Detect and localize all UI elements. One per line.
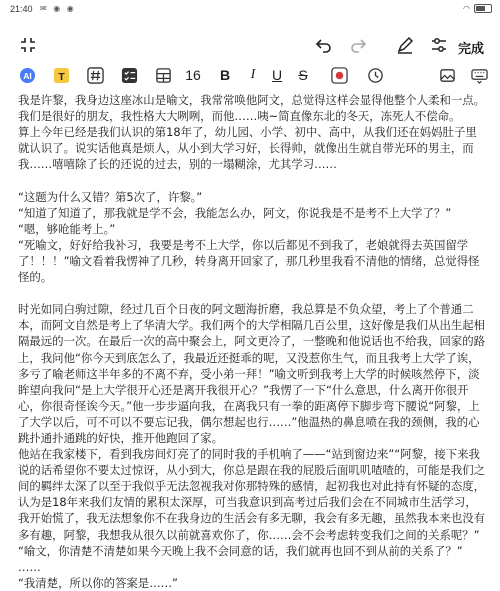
table-icon[interactable] [152, 64, 174, 86]
redo-icon[interactable] [346, 34, 370, 56]
status-time: 21:40 [10, 4, 33, 14]
ai-icon[interactable] [16, 64, 38, 86]
svg-text:AI: AI [22, 70, 32, 81]
paragraph: “我清楚，所以你的答案是……” [18, 575, 178, 590]
battery-icon [474, 4, 492, 13]
settings-icon[interactable] [427, 34, 451, 56]
status-right [463, 4, 492, 13]
document-body[interactable] [18, 92, 488, 591]
paragraph: 他站在我家楼下，看到我房间灯亮了的同时我的手机响了——“站到窗边来”“阿黎，接下来我说的话希望你不要太过惊讶，从小到大，你总是跟在我的屁股后面叽叽喳喳的，可能是我们之间的羁绊太深了以至于我似乎无法忽视我对你那特殊的感情，起初我也对此持有怀疑的态度，认为是18年来我们友情的累积太深厚，可当我意识到高考过后我们会在不同城市生活学习，我开始慌了，我无法想象你不在我身边的生活会有多无聊，我会有多无趣，虽然我本来也没有多有趣，阿黎，我想我从很久以前就喜欢你了，你……会不会考虑转变我们之间的关系呢？” [18, 447, 486, 542]
notification-icons: ✉ ◉ ◉ [40, 4, 76, 13]
underline-icon[interactable]: U [271, 67, 283, 83]
keyboard-hide-icon[interactable] [468, 64, 490, 86]
svg-text:T: T [57, 71, 65, 83]
text-style-icon[interactable] [50, 64, 72, 86]
paragraph: “知道了知道了，那我就是学不会，我能怎么办，阿文，你说我是不是考不上大学了？” [18, 205, 452, 220]
paragraph: “死喻文，好好给我补习，我要是考不上大学，你以后都见不到我了，老娘就得去英国留学了！！！”喻文看着我愣神了几秒，转身离开回家了，那几秒里我看不清他的情绪，总觉得怪怪的。 [18, 237, 480, 285]
paragraph: 我是许黎，我身边这座冰山是喻文，我常常唤他阿文，总觉得这样会显得他整个人柔和一点。我们是很好的朋友，我性格大大咧咧，而他……咦~简直像东北的冬天，冻死人不偿命。 [18, 93, 486, 124]
paragraph: “喻文，你清楚不清楚如果今天晚上我不会同意的话，我们就再也回不到从前的关系了？” [18, 543, 463, 558]
paragraph: 时光如同白驹过隙，经过几百个日夜的阿文题海折磨，我总算是不负众望，考上了个普通二本，而阿文自然是考上了华清大学。我们两个的大学相隔几百公里，这好像是我们从出生起相隔最远的一次。在最后一次的高中聚会上，阿文更冷了，一整晚和他说话也不给我，回家的路上，我问他“你今天到底怎么了，我最近还挺乖的呢，又没惹你生气，而且我考上大学了诶，多亏了喻老师这半年多的不离不弃，受小弟一拜！”喻文听到我考上大学的时候咳然停下，淡眸望向我问“是上大学很开心还是离开我很开心？”我愣了一下“什么意思，什么离开你很开心，你很奇怪诶今天。”他一步步逼向我，在离我只有一拳的距离停下脚步弯下腰说“阿黎，上了大学以后，可不可以不要忘记我，偶尔想起也行……”他温热的鼻息喷在我的颈侧，我的心跳扑通扑通跳的好快，推开他跑回了家。 [18, 302, 486, 445]
italic-icon[interactable]: I [250, 67, 256, 82]
checklist-icon[interactable] [118, 64, 140, 86]
strikethrough-icon[interactable]: S [298, 67, 308, 83]
blank-line [18, 285, 488, 301]
paragraph: …… [18, 559, 41, 574]
clock-icon[interactable] [364, 64, 386, 86]
font-size-value[interactable]: 16 [185, 67, 201, 83]
color-icon[interactable] [328, 64, 350, 86]
top-toolbar [0, 30, 500, 60]
paragraph: “嗯，够呛能考上。” [18, 221, 116, 236]
format-toolbar [0, 62, 500, 88]
bold-icon[interactable]: B [219, 67, 231, 83]
blank-line [18, 172, 488, 188]
done-button[interactable]: 完成 [457, 42, 484, 57]
status-bar [0, 0, 500, 20]
wifi-icon: ◠ [463, 4, 470, 13]
hashtag-icon[interactable] [84, 64, 106, 86]
paragraph: 算上今年已经是我们认识的第18年了，幼儿园、小学、初中、高中，从我们还在妈妈肚子里就认识了。说实话他真是烦人，从小到大学习好，长得帅，就像出生就自带光环的男主，而我……嘻嘻除了长的还说的过去，别的一塌糊涂，尤其学习…… [18, 125, 477, 172]
image-icon[interactable] [436, 64, 458, 86]
pen-icon[interactable] [393, 34, 417, 56]
undo-icon[interactable] [312, 34, 336, 56]
paragraph: “这题为什么又错？第5次了，许黎。” [18, 189, 203, 204]
fullscreen-icon[interactable] [16, 34, 40, 56]
